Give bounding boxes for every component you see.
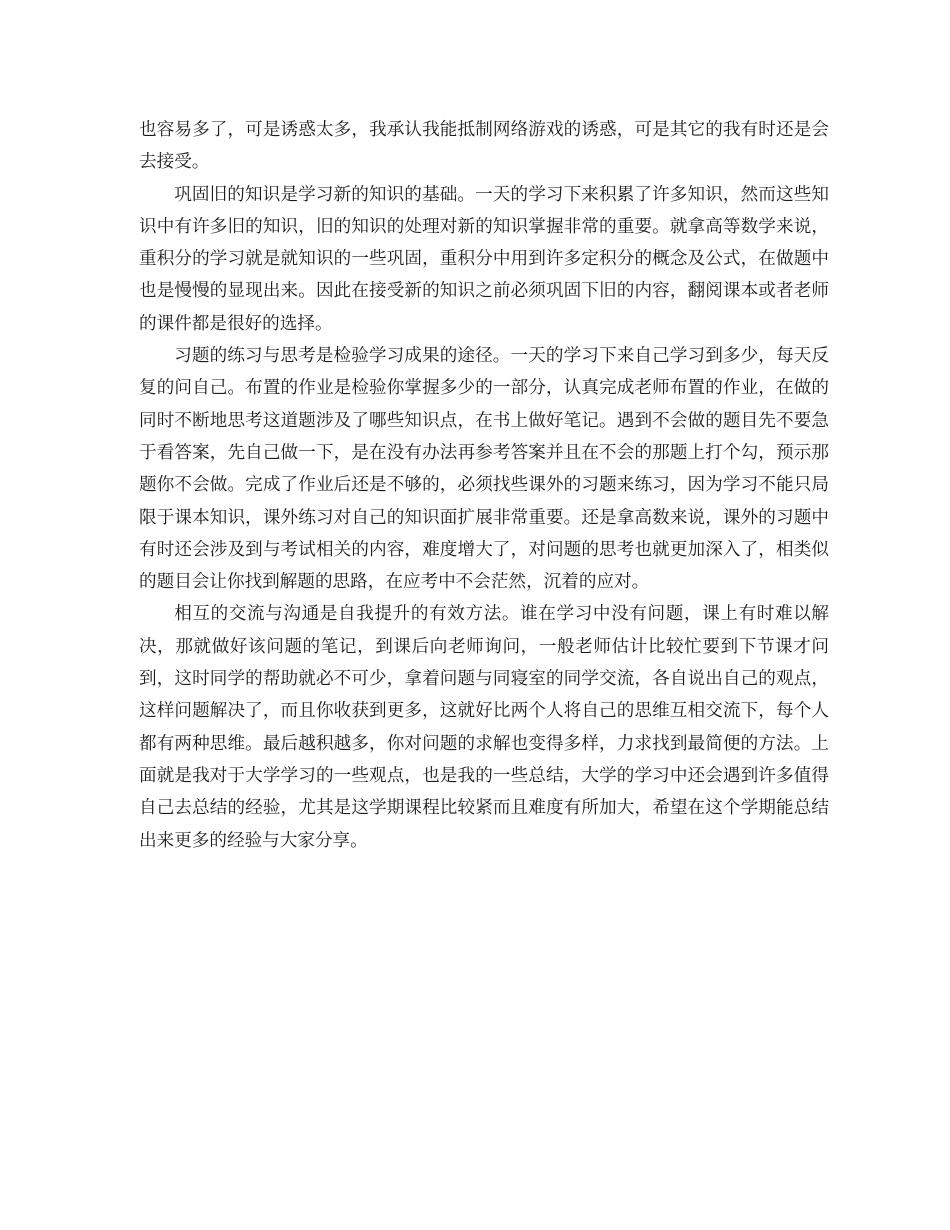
paragraph-3: 习题的练习与思考是检验学习成果的途径。一天的学习下来自己学习到多少，每天反复的问自己。布置的作业是检验你掌握多少的一部分，认真完成老师布置的作业，在做的同时不断地思考这道题涉及了哪些知识点，在书上做好笔记。遇到不会做的题目先不要急于看答案，先自己做一下，是在没有办法再参考答案并且在不会的那题上打个勾，预示那题你不会做。完成了作业后还是不够的，必须找些课外的习题来练习，因为学习不能只局限于课本知识，课外练习对自己的知识面扩展非常重要。还是拿高数来说，课外的习题中有时还会涉及到与考试相关的内容，难度增大了，对问题的思考也就更加深入了，相类似的题目会让你找到解题的思路，在应考中不会茫然，沉着的应对。 (139, 346, 829, 593)
document-body (139, 114, 829, 857)
paragraph-4: 相互的交流与沟通是自我提升的有效方法。谁在学习中没有问题，课上有时难以解决，那就做好该问题的笔记，到课后向老师询问，一般老师估计比较忙要到下节课才问到，这时同学的帮助就必不可少，拿着问题与同寝室的同学交流，各自说出自己的观点，这样问题解决了，而且你收获到更多，这就好比两个人将自己的思维互相交流下，每个人都有两种思维。最后越积越多，你对问题的求解也变得多样，力求找到最简便的方法。上面就是我对于大学学习的一些观点，也是我的一些总结，大学的学习中还会遇到许多值得自己去总结的经验，尤其是这学期课程比较紧而且难度有所加大，希望在这个学期能总结出来更多的经验与大家分享。 (139, 604, 829, 851)
paragraph-2: 巩固旧的知识是学习新的知识的基础。一天的学习下来积累了许多知识，然而这些知识中有许多旧的知识，旧的知识的处理对新的知识掌握非常的重要。就拿高等数学来说，重积分的学习就是就知识的一些巩固，重积分中用到许多定积分的概念及公式，在做题中也是慢慢的显现出来。因此在接受新的知识之前必须巩固下旧的内容，翻阅课本或者老师的课件都是很好的选择。 (139, 184, 829, 334)
paragraph-1: 也容易多了，可是诱惑太多，我承认我能抵制网络游戏的诱惑，可是其它的我有时还是会去接受。 (139, 120, 829, 173)
